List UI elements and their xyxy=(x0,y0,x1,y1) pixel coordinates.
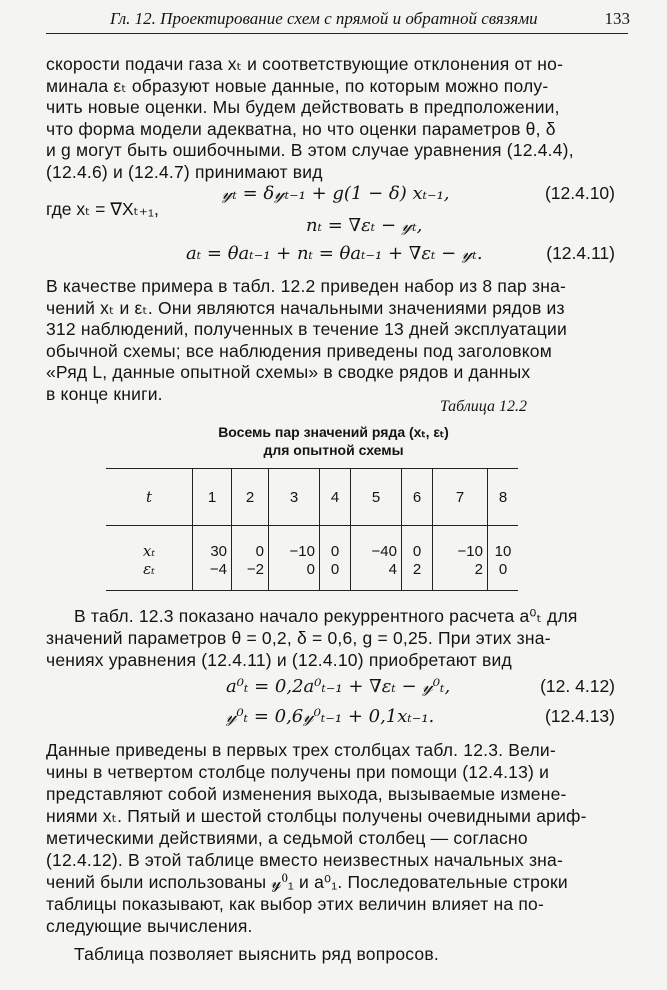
header-rule xyxy=(46,33,628,34)
table-cell: 0 xyxy=(232,526,269,561)
text-line: Данные приведены в первых трех столбцах табл. 12.3. Вели- xyxy=(46,740,556,760)
table-cell: −10 xyxy=(269,526,320,561)
text-line: представляют собой изменения выхода, вызываемые измене- xyxy=(46,784,567,804)
equation-number: (12.4.10) xyxy=(544,183,615,203)
text-line: (12.4.12). В этой таблице вместо неизвестных начальных зна- xyxy=(46,850,564,870)
equation-n: nₜ = ∇εₜ − 𝓎ₜ, xyxy=(306,215,423,236)
chapter-title: Гл. 12. Проектирование схем с прямой и обратной связями xyxy=(110,9,538,28)
table-cell: 0 xyxy=(320,526,351,561)
table-cell: 30 xyxy=(193,526,232,561)
text-line: чины в четвертом столбце получены при помощи (12.4.13) и xyxy=(46,762,550,782)
text-line: минала εₜ образуют новые данные, по которым можно полу- xyxy=(46,75,549,96)
table-cell: 0 xyxy=(488,560,519,591)
table-cell: 4 xyxy=(351,560,402,591)
text-line: и g могут быть ошибочными. В этом случае уравнения (12.4.4), xyxy=(46,140,574,160)
text-line: значений параметров θ = 0,2, δ = 0,6, g = 0,25. При этих зна- xyxy=(46,628,551,648)
text-line: чить новые оценки. Мы будем действовать в предположении, xyxy=(46,97,560,117)
table-subtitle: для опытной схемы xyxy=(263,442,404,458)
text-line: таблицы показывают, как выбор этих величин влияет на по- xyxy=(46,894,545,914)
text-line: В табл. 12.3 показано начало рекуррентного расчета a⁰ₜ для xyxy=(74,606,578,626)
row-label: xₜ xyxy=(142,542,156,560)
table-header-row xyxy=(106,469,518,526)
header-cell: 2 xyxy=(232,469,269,526)
header-cell: 4 xyxy=(320,469,351,526)
header-cell: 7 xyxy=(433,469,488,526)
text-line: чений были использованы 𝓎⁰₁ и a⁰₁. Последовательные строки xyxy=(46,872,568,892)
text-line: (12.4.6) и (12.4.7) принимают вид xyxy=(46,161,323,182)
table-row xyxy=(106,560,518,591)
equation-12-4-10: 𝓎ₜ = δ𝓎ₜ₋₁ + g(1 − δ) xₜ₋₁, xyxy=(222,183,450,204)
text-line: скорости подачи газа xₜ и соответствующие отклонения от но- xyxy=(46,54,564,74)
table-cell: 0 xyxy=(269,560,320,591)
text-line: чениях уравнения (12.4.11) и (12.4.10) приобретают вид xyxy=(46,650,512,670)
text-line: метическими действиями, а седьмой столбец — согласно xyxy=(46,828,528,848)
page-number: 133 xyxy=(604,9,630,28)
text-line: обычной схемы; все наблюдения приведены под заголовком xyxy=(46,340,552,361)
equation-12-4-12: a⁰ₜ = 0,2a⁰ₜ₋₁ + ∇εₜ − 𝓎⁰ₜ, xyxy=(226,676,451,697)
equation-number: (12.4.13) xyxy=(544,706,615,726)
table-cell: 2 xyxy=(402,560,433,591)
table-cell: 0 xyxy=(320,560,351,591)
header-cell: 6 xyxy=(402,469,433,526)
table-title: Восемь пар значений ряда (xₜ, εₜ) xyxy=(218,424,449,440)
header-cell: 3 xyxy=(269,469,320,526)
text-line: ниями xₜ. Пятый и шестой столбцы получены очевидными ариф- xyxy=(46,806,587,826)
paragraph-5: Таблица позволяет выяснить ряд вопросов. xyxy=(74,944,439,964)
table-cell: 2 xyxy=(433,560,488,591)
table-cell: 0 xyxy=(402,526,433,561)
header-cell: 5 xyxy=(351,469,402,526)
table-cell: 10 xyxy=(488,526,519,561)
table-cell: −10 xyxy=(433,526,488,561)
equation-number: (12. 4.12) xyxy=(540,676,615,696)
equation-12-4-11: aₜ = θaₜ₋₁ + nₜ = θaₜ₋₁ + ∇εₜ − 𝓎ₜ. xyxy=(186,243,483,264)
header-cell: 8 xyxy=(488,469,519,526)
table-caption: Таблица 12.2 xyxy=(439,398,527,415)
equation-12-4-13: 𝓎⁰ₜ = 0,6𝓎⁰ₜ₋₁ + 0,1xₜ₋₁. xyxy=(226,706,435,727)
table-cell: −40 xyxy=(351,526,402,561)
text-line: чений xₜ и εₜ. Они являются начальными значениями рядов из xyxy=(46,297,565,318)
data-table xyxy=(106,468,518,591)
text-line: «Ряд L, данные опытной схемы» в сводке рядов и данных xyxy=(46,362,531,382)
header-cell: 1 xyxy=(193,469,232,526)
equation-number: (12.4.11) xyxy=(546,243,615,263)
text-line: что форма модели адекватна, но что оценки параметров θ, δ xyxy=(46,118,556,139)
table-cell: −4 xyxy=(193,560,232,591)
table-cell: −2 xyxy=(232,560,269,591)
running-header xyxy=(110,6,630,32)
text-line: В качестве примера в табл. 12.2 приведен набор из 8 пар зна- xyxy=(46,276,567,296)
text-line: 312 наблюдений, полученных в течение 13 дней эксплуатации xyxy=(46,319,567,339)
header-cell: t xyxy=(106,469,193,526)
table-row xyxy=(106,526,518,561)
text-line: в конце книги. xyxy=(46,383,163,404)
where-label: где xₜ = ∇Xₜ₊₁, xyxy=(46,199,159,219)
row-label: εₜ xyxy=(106,560,193,591)
text-line: следующие вычисления. xyxy=(46,916,253,936)
